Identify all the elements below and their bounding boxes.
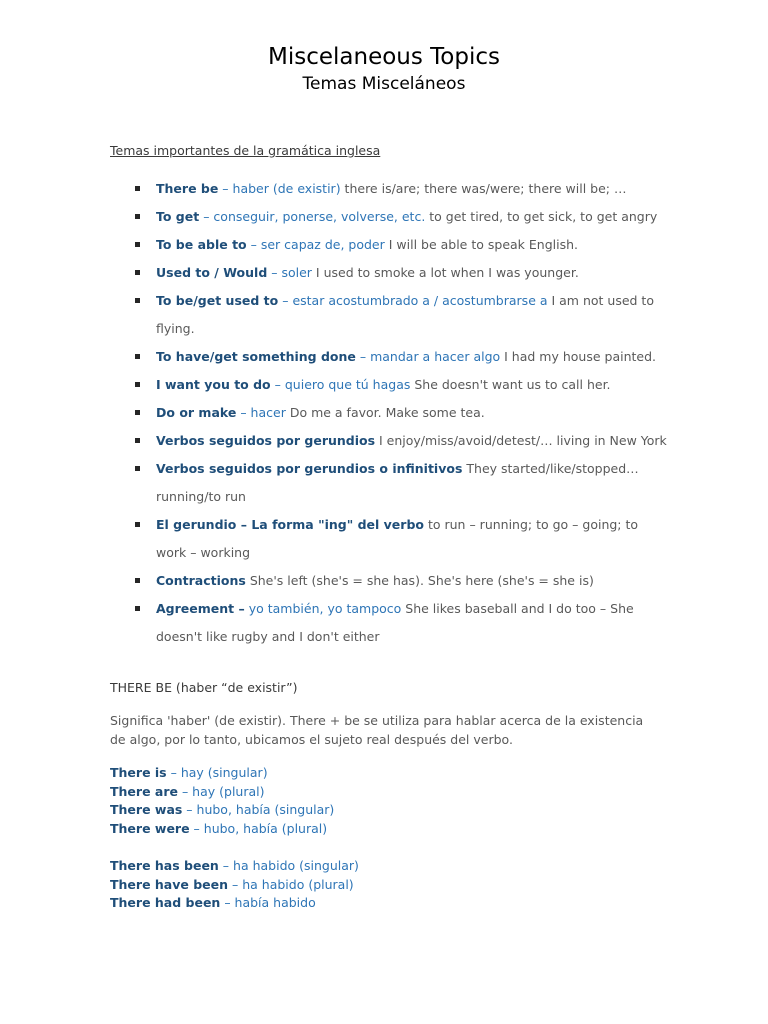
bullet-example: I enjoy/miss/avoid/detest/… living in New York — [375, 433, 667, 448]
bullet-spanish: conseguir, ponerse, volverse, etc. — [213, 209, 426, 224]
form-term: There was — [110, 802, 183, 818]
form-row — [110, 764, 660, 783]
bullet-separator: – — [278, 293, 293, 308]
form-meaning: – hubo, había (singular) — [182, 802, 335, 818]
list-item — [110, 371, 670, 399]
form-meaning: – hay (singular) — [166, 765, 268, 780]
bullet-example: She's left (she's = she has). She's here (she's = she is) — [245, 573, 594, 588]
list-item — [110, 511, 670, 567]
form-meaning: – hubo, había (plural) — [189, 820, 328, 836]
form-meaning: – hay (plural) — [177, 783, 265, 799]
section-heading: Temas importantes de la gramática inglesa — [110, 143, 381, 158]
bullet-example: to run – running; to go – going; to work – working — [156, 517, 639, 560]
list-item — [110, 259, 670, 287]
bullet-example: I am not used to flying. — [156, 293, 654, 336]
bullet-term: El gerundio – La forma "ing" del verbo — [156, 517, 424, 532]
bullet-separator: – — [236, 405, 251, 420]
bullet-term: Verbos seguidos por gerundios o infinitivos — [156, 461, 463, 476]
bullet-example: I used to smoke a lot when I was younger. — [311, 265, 579, 280]
bullet-example: She doesn't want us to call her. — [410, 377, 611, 392]
bullet-example: She likes baseball and I do too – She doesn't like rugby and I don't either — [156, 601, 634, 644]
bullet-example: They started/like/stopped… running/to run — [156, 461, 639, 504]
form-term: There has been — [110, 857, 219, 873]
bullet-term: To be/get used to — [156, 293, 279, 308]
form-term: There is — [110, 765, 167, 780]
bullet-separator: – — [246, 237, 261, 252]
spacer — [110, 838, 660, 857]
form-term: There had been — [110, 895, 221, 911]
form-meaning: – había habido — [220, 895, 316, 911]
bullet-example: I will be able to speak English. — [384, 237, 578, 252]
page-title: Miscelaneous Topics — [268, 44, 500, 70]
list-item — [110, 343, 670, 371]
bullet-spanish: quiero que tú hagas — [284, 377, 411, 392]
bullet-separator: – — [270, 377, 285, 392]
form-row — [110, 894, 660, 913]
form-term: There are — [110, 783, 178, 799]
bullet-term: Verbos seguidos por gerundios — [156, 433, 376, 448]
bullet-separator: – — [199, 209, 214, 224]
list-item — [110, 203, 670, 231]
bullet-example: there is/are; there was/were; there will be; … — [340, 181, 627, 196]
there-be-heading: THERE BE (haber “de existir”) — [110, 680, 298, 695]
title-block — [0, 42, 768, 96]
bullet-spanish: ser capaz de, poder — [260, 237, 385, 252]
form-row — [110, 857, 660, 876]
bullet-example: Do me a favor. Make some tea. — [285, 405, 485, 420]
topics-list — [110, 175, 670, 651]
form-row — [110, 783, 660, 802]
there-be-forms — [110, 764, 660, 913]
form-row — [110, 820, 660, 839]
list-item — [110, 399, 670, 427]
bullet-separator: – — [218, 181, 233, 196]
form-meaning: – ha habido (singular) — [218, 857, 359, 873]
form-row — [110, 801, 660, 820]
bullet-example: I had my house painted. — [500, 349, 657, 364]
list-item — [110, 287, 670, 343]
bullet-term: There be — [156, 181, 219, 196]
bullet-term: Used to / Would — [156, 265, 268, 280]
bullet-separator: – — [267, 265, 282, 280]
bullet-term: I want you to do — [156, 377, 271, 392]
list-item — [110, 595, 670, 651]
bullet-spanish: estar acostumbrado a / acostumbrarse a — [292, 293, 548, 308]
bullet-term: To get — [156, 209, 200, 224]
bullet-spanish: mandar a hacer algo — [370, 349, 501, 364]
bullet-spanish: yo también, yo tampoco — [248, 601, 402, 616]
list-item — [110, 427, 670, 455]
bullet-term: To have/get something done — [156, 349, 356, 364]
bullet-separator: – — [355, 349, 371, 364]
form-row — [110, 876, 660, 895]
there-be-paragraph: Significa 'haber' (de existir). There + be se utiliza para hablar acerca de la existencia de algo, por lo tanto, ubicamos el sujeto real después del verbo. — [110, 713, 644, 747]
bullet-spanish: hacer — [250, 405, 286, 420]
form-meaning: – ha habido (plural) — [228, 876, 354, 892]
list-item — [110, 231, 670, 259]
bullet-spanish: haber (de existir) — [232, 181, 341, 196]
page-subtitle: Temas Misceláneos — [302, 74, 466, 94]
form-term: There have been — [110, 876, 229, 892]
list-item — [110, 175, 670, 203]
list-item — [110, 455, 670, 511]
bullet-term: Agreement – — [156, 601, 245, 616]
bullet-spanish: soler — [281, 265, 312, 280]
bullet-term: Do or make — [156, 405, 237, 420]
bullet-example: to get tired, to get sick, to get angry — [425, 209, 658, 224]
bullet-term: Contractions — [156, 573, 246, 588]
form-term: There were — [110, 820, 190, 836]
bullet-term: To be able to — [156, 237, 247, 252]
list-item — [110, 567, 670, 595]
